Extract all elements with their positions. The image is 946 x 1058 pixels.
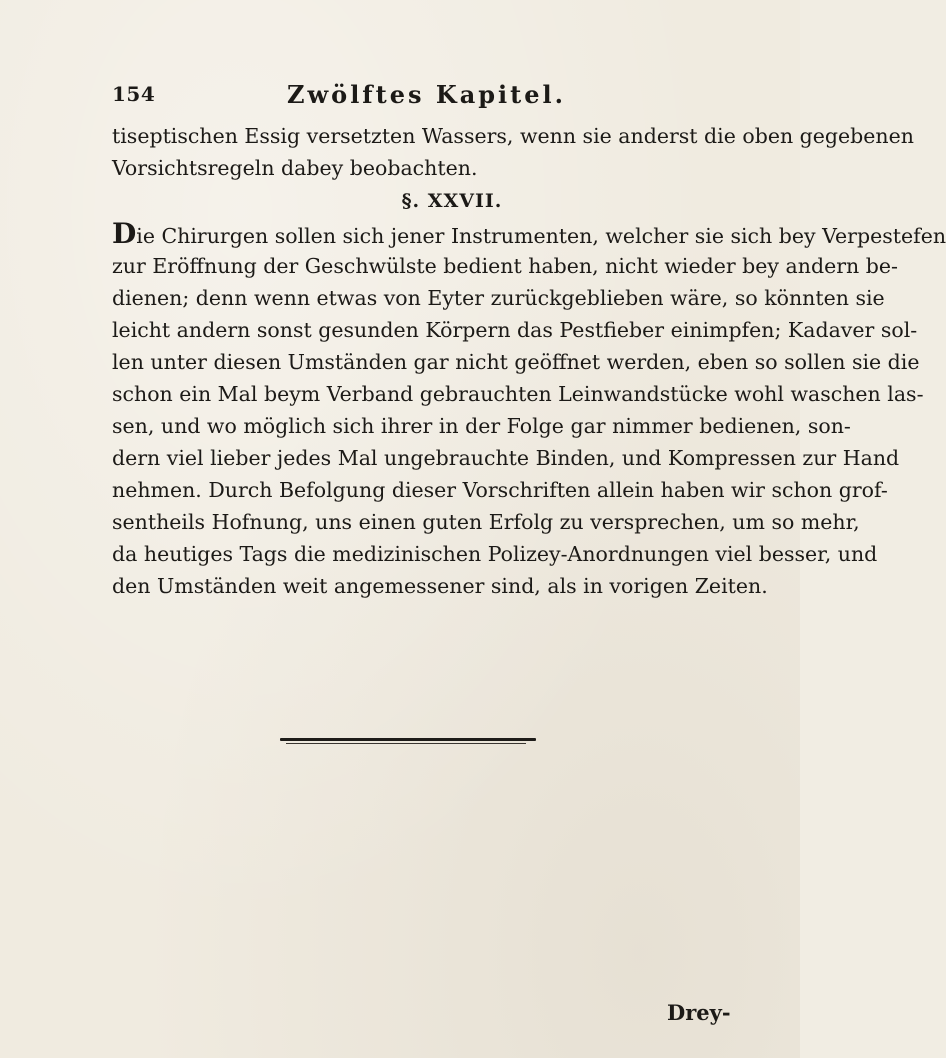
- page-number: 154: [112, 82, 156, 106]
- catchword: Drey-: [667, 1000, 731, 1025]
- text-line-first: [112, 217, 946, 250]
- section-divider-rule: [280, 738, 536, 744]
- text-line: len unter diesen Umständen gar nicht geöffnet werden, eben so sollen sie die: [112, 350, 920, 374]
- text-line: Vorsichtsregeln dabey beobachten.: [112, 156, 478, 180]
- divider-thick-line: [280, 738, 536, 741]
- text-line: sentheils Hofnung, uns einen guten Erfolg zu versprechen, um so mehr,: [112, 510, 860, 534]
- text-line: dern viel lieber jedes Mal ungebrauchte Binden, und Kompressen zur Hand: [112, 446, 900, 470]
- page-header: [112, 82, 732, 116]
- text-line: zur Eröffnung der Geschwülste bedient haben, nicht wieder bey andern be-: [112, 254, 898, 278]
- text-line: da heutiges Tags die medizinischen Polizey-Anordnungen viel besser, und: [112, 542, 878, 566]
- text-line: nehmen. Durch Befolgung dieser Vorschriften allein haben wir schon grof-: [112, 478, 888, 502]
- first-line-text: ie Chirurgen sollen sich jener Instrumenten, welcher sie sich bey Verpestefen: [136, 224, 946, 248]
- drop-capital: D: [112, 217, 137, 250]
- text-line: den Umständen weit angemessener sind, als in vorigen Zeiten.: [112, 574, 768, 598]
- text-line: sen, und wo möglich sich ihrer in der Folge gar nimmer bedienen, son-: [112, 414, 851, 438]
- running-head: Zwölftes Kapitel.: [287, 80, 566, 109]
- text-line: leicht andern sonst gesunden Körpern das Pestfieber einimpfen; Kadaver sol-: [112, 318, 918, 342]
- text-line: schon ein Mal beym Verband gebrauchten Leinwandstücke wohl waschen las-: [112, 382, 924, 406]
- body-text: [112, 120, 946, 602]
- text-line: dienen; denn wenn etwas von Eyter zurückgeblieben wäre, so könnten sie: [112, 286, 885, 310]
- text-line: tiseptischen Essig versetzten Wassers, wenn sie anderst die oben gegebenen: [112, 124, 914, 148]
- divider-thin-line: [286, 743, 526, 744]
- section-heading: §. XXVII.: [401, 190, 503, 212]
